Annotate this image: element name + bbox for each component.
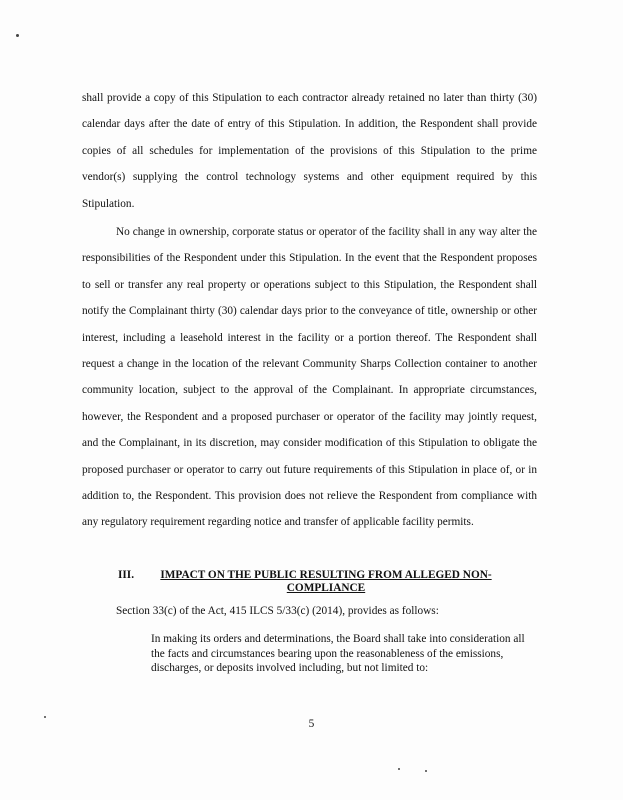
scan-speck: [44, 716, 46, 718]
section-title: [150, 569, 502, 595]
section-title-line-2: COMPLIANCE: [286, 582, 366, 594]
block-quote: In making its orders and determinations, the Board shall take into consideration all the facts and circumstances bearing upon the reasonableness of the emissions, discharges, or deposits involved including, but not limited to:: [151, 633, 525, 674]
page-number: 5: [308, 718, 315, 730]
section-intro: Section 33(c) of the Act, 415 ILCS 5/33(c) (2014), provides as follows:: [116, 605, 439, 617]
body-paragraph-1: shall provide a copy of this Stipulation to each contractor already retained no later than thirty (30) calendar days after the date of entry of this Stipulation. In addition, the Respondent shall provide copies of all schedules for implementation of the provisions of this Stipulation to the prime vendor(s) supplying the control technology systems and other equipment required by this Stipulation.: [82, 92, 537, 210]
body-paragraph-2-text: No change in ownership, corporate status or operator of the facility shall in any way alter the responsibilities of the Respondent under this Stipulation. In the event that the Respondent proposes to sell or transfer any real property or operations subject to this Stipulation, the Respondent shall notify the Complainant thirty (30) calendar days prior to the conveyance of title, ownership or other interest, including a leasehold interest in the facility or a portion thereof. The Respondent shall request a change in the location of the relevant Community Sharps Collection container to another community location, subject to the approval of the Complainant. In appropriate circumstances, however, the Respondent and a proposed purchaser or operator of the facility may jointly request, and the Complainant, in its discretion, may consider modification of this Stipulation to obligate the proposed purchaser or operator to carry out future requirements of this Stipulation in place of, or in addition to, the Respondent. This provision does not relieve the Respondent from compliance with any regulatory requirement regarding notice and transfer of applicable facility permits.: [82, 226, 537, 529]
scan-speck: [425, 770, 427, 772]
scan-speck: [398, 768, 400, 770]
section-number: III.: [118, 569, 135, 581]
scan-speck: [16, 34, 19, 37]
body-paragraph-2: [82, 219, 537, 536]
section-title-line-1: IMPACT ON THE PUBLIC RESULTING FROM ALLEGED NON-: [160, 569, 492, 581]
